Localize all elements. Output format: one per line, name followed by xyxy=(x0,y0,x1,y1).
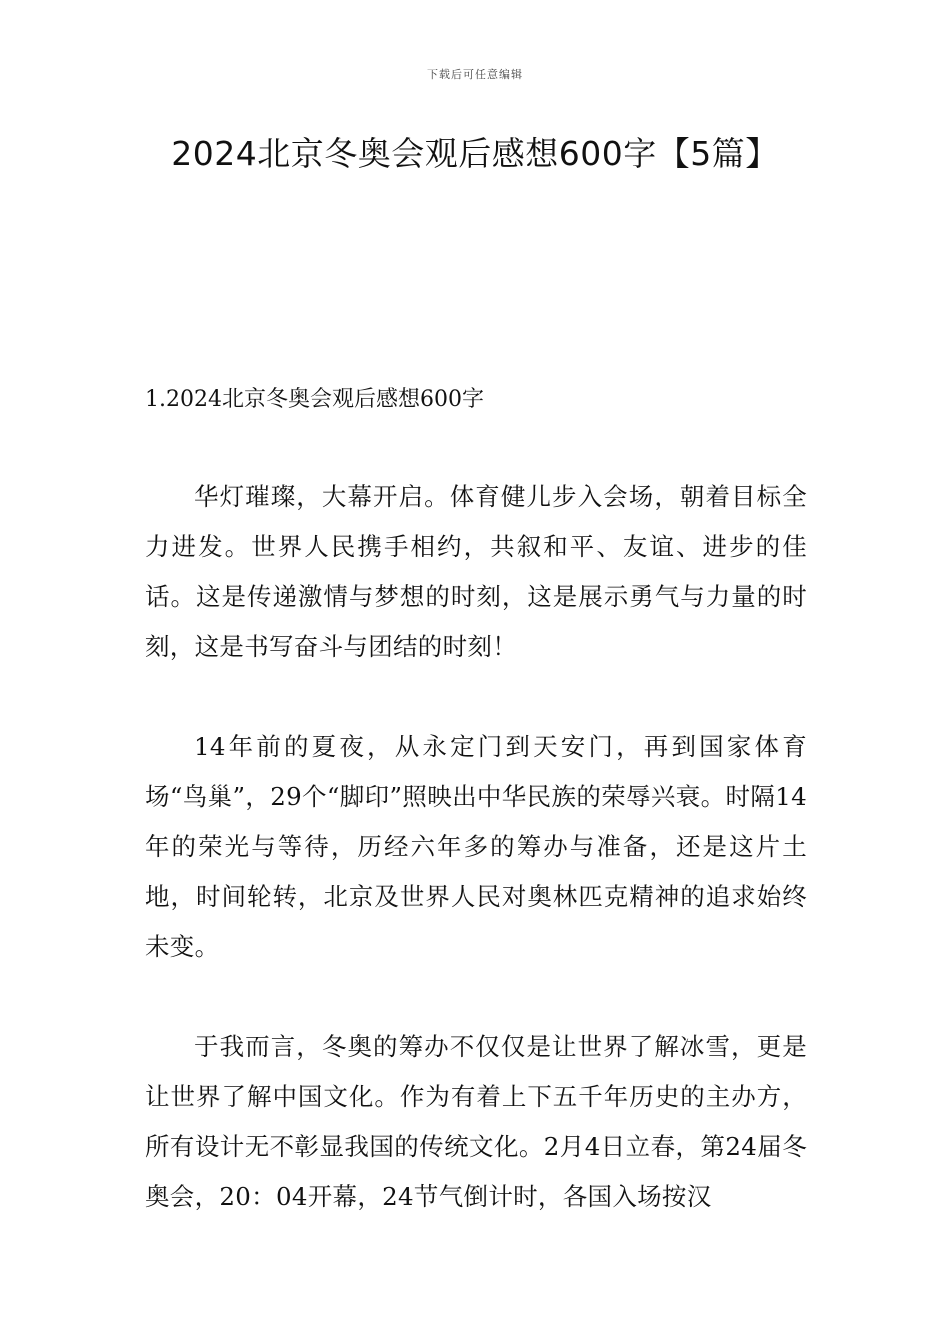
document-title: 2024北京冬奥会观后感想600字【5篇】 xyxy=(171,134,779,173)
header-note: 下载后可任意编辑 xyxy=(427,68,523,81)
section-heading: 1.2024北京冬奥会观后感想600字 xyxy=(145,387,484,412)
body-paragraph-2: 14年前的夏夜，从永定门到天安门，再到国家体育场“鸟巢”，29个“脚印”照映出中华民族的荣辱兴衰。时隔14年的荣光与等待，历经六年多的筹办与准备，还是这片土地，时间轮转，北京及世界人民对奥林匹克精神的追求始终未变。 xyxy=(145,732,807,961)
body-paragraph-3: 于我而言，冬奥的筹办不仅仅是让世界了解冰雪，更是让世界了解中国文化。作为有着上下五千年历史的主办方，所有设计无不彰显我国的传统文化。2月4日立春，第24届冬奥会，20：04开幕，24节气倒计时，各国入场按汉 xyxy=(145,1032,807,1211)
body-paragraph-1: 华灯璀璨，大幕开启。体育健儿步入会场，朝着目标全力进发。世界人民携手相约，共叙和平、友谊、进步的佳话。这是传递激情与梦想的时刻，这是展示勇气与力量的时刻，这是书写奋斗与团结的时刻！ xyxy=(145,482,807,661)
